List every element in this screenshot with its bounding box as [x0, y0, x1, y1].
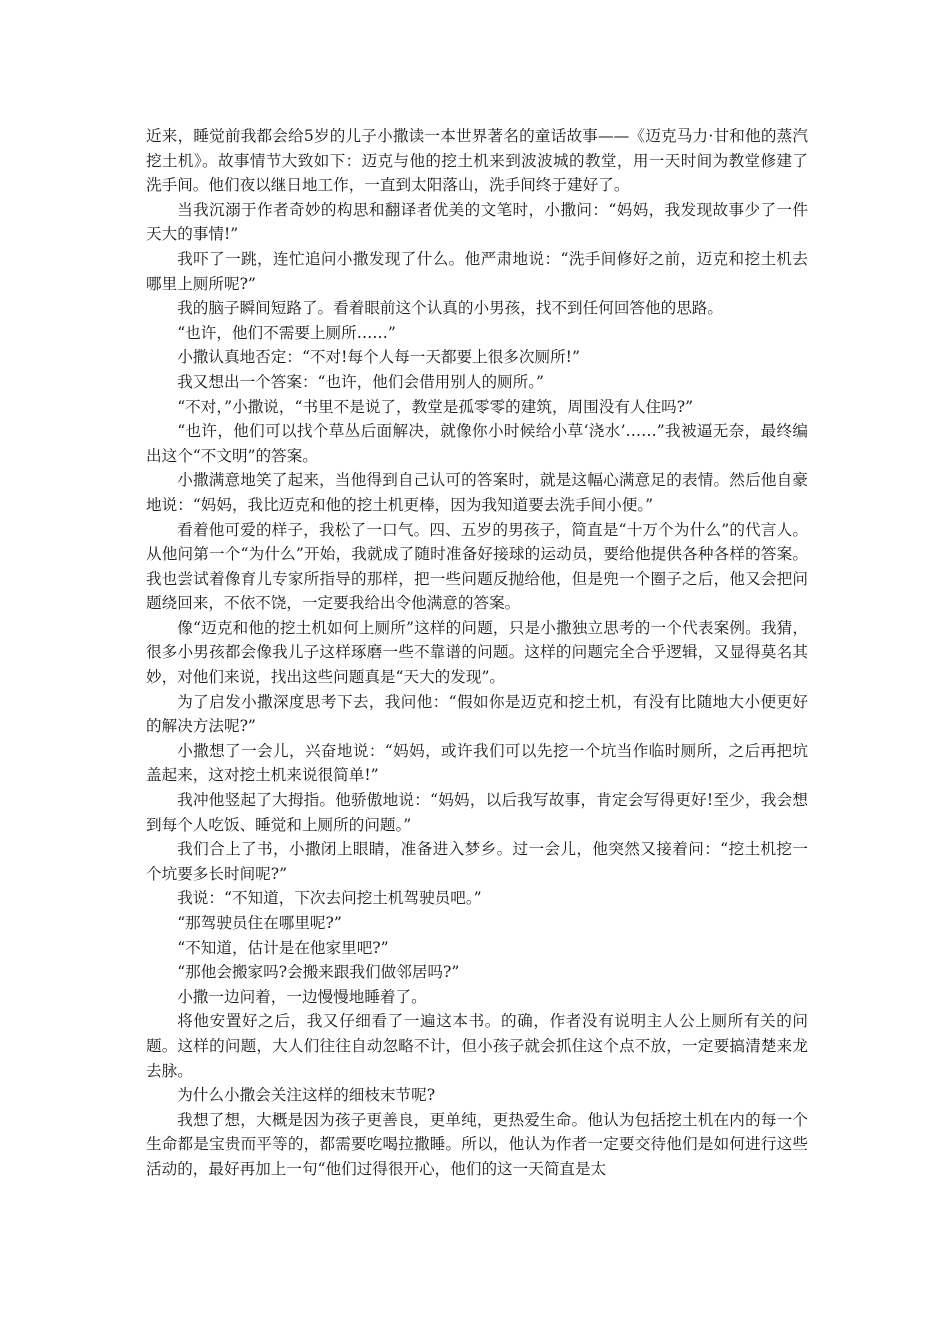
paragraph: 小撒一边问着，一边慢慢地睡着了。 — [177, 987, 427, 1006]
paragraph: “那驾驶员住在哪里呢?” — [177, 914, 342, 932]
paragraph: 将他安置好之后，我又仔细看了一遍这本书。的确，作者没有说明主人公上厕所有关的问题。这样的问题，大人们往往自动忽略不计，但小孩子就会抓住这个点不放，一定要搞清楚来龙去脉。 — [146, 1012, 808, 1080]
paragraph: 近来，睡觉前我都会给5岁的儿子小撒读一本世界著名的童话故事——《迈克马力·甘和他的蒸汽挖土机》。故事情节大致如下：迈克与他的挖土机来到波波城的教堂，用一天时间为教堂修建了洗手间。他们夜以继日地工作，一直到太阳落山，洗手间终于建好了。 — [146, 127, 808, 195]
paragraph: 我想了想，大概是因为孩子更善良，更单纯，更热爱生命。他认为包括挖土机在内的每一个生命都是宝贵而平等的，都需要吃喝拉撒睡。所以，他认为作者一定要交待他们是如何进行这些活动的，最好再加上一句“他们过得很开心，他们的这一天简直是太 — [146, 1110, 808, 1178]
paragraph: 我的脑子瞬间短路了。看着眼前这个认真的小男孩，找不到任何回答他的思路。 — [177, 299, 723, 318]
paragraph: 我吓了一跳，连忙追问小撒发现了什么。他严肃地说：“洗手间修好之前，迈克和挖土机去哪里上厕所呢?” — [146, 249, 808, 293]
paragraph: 我又想出一个答案：“也许，他们会借用别人的厕所。” — [177, 372, 544, 391]
paragraph: 看着他可爱的样子，我松了一口气。四、五岁的男孩子，简直是“十万个为什么”的代言人。从他问第一个“为什么”开始，我就成了随时准备好接球的运动员，要给他提供各种各样的答案。我也尝试着像育儿专家所指导的那样，把一些问题反抛给他，但是兜一个圈子之后，他又会把问题绕回来，不依不饶，一定要我给出令他满意的答案。 — [146, 520, 808, 613]
paragraph: 小撒想了一会儿，兴奋地说：“妈妈，或许我们可以先挖一个坑当作临时厕所，之后再把坑盖起来，这对挖土机来说很简单!” — [146, 741, 808, 785]
paragraph: 小撒满意地笑了起来，当他得到自己认可的答案时，就是这幅心满意足的表情。然后他自豪地说：“妈妈，我比迈克和他的挖土机更棒，因为我知道要去洗手间小便。” — [146, 471, 808, 514]
paragraph: 我说：“不知道，下次去问挖土机驾驶员吧。” — [177, 889, 482, 908]
paragraph: 当我沉溺于作者奇妙的构思和翻译者优美的文笔时，小撒问：“妈妈，我发现故事少了一件天大的事情!” — [146, 200, 808, 244]
paragraph: “不知道，估计是在他家里吧?” — [177, 938, 389, 957]
paragraph: “也许，他们可以找个草丛后面解决，就像你小时候给小草‘浇水’……”我被逼无奈，最终编出这个“不文明”的答案。 — [146, 422, 808, 465]
paragraph: “那他会搬家吗?会搬来跟我们做邻居吗?” — [177, 963, 460, 982]
paragraph: 小撒认真地否定：“不对!每个人每一天都要上很多次厕所!” — [177, 348, 580, 367]
paragraph: 为什么小撒会关注这样的细枝末节呢? — [177, 1086, 436, 1105]
document-body — [146, 124, 808, 1182]
paragraph: 像“迈克和他的挖土机如何上厕所”这样的问题，只是小撒独立思考的一个代表案例。我猜，很多小男孩都会像我儿子这样琢磨一些不靠谱的问题。这样的问题完全合乎逻辑，又显得莫名其妙，对他们来说，找出这些问题真是“天大的发现”。 — [146, 618, 808, 687]
paragraph: “不对，”小撒说，“书里不是说了，教堂是孤零零的建筑，周围没有人住吗?” — [177, 397, 694, 416]
paragraph: 我冲他竖起了大拇指。他骄傲地说：“妈妈，以后我写故事，肯定会写得更好!至少，我会想到每个人吃饭、睡觉和上厕所的问题。” — [146, 791, 808, 834]
paragraph: 我们合上了书，小撒闭上眼睛，准备进入梦乡。过一会儿，他突然又接着问：“挖土机挖一个坑要多长时间呢?” — [146, 840, 808, 883]
paragraph: “也许，他们不需要上厕所……” — [177, 323, 396, 342]
paragraph: 为了启发小撒深度思考下去，我问他：“假如你是迈克和挖土机，有没有比随地大小便更好的解决方法呢?” — [146, 692, 808, 736]
